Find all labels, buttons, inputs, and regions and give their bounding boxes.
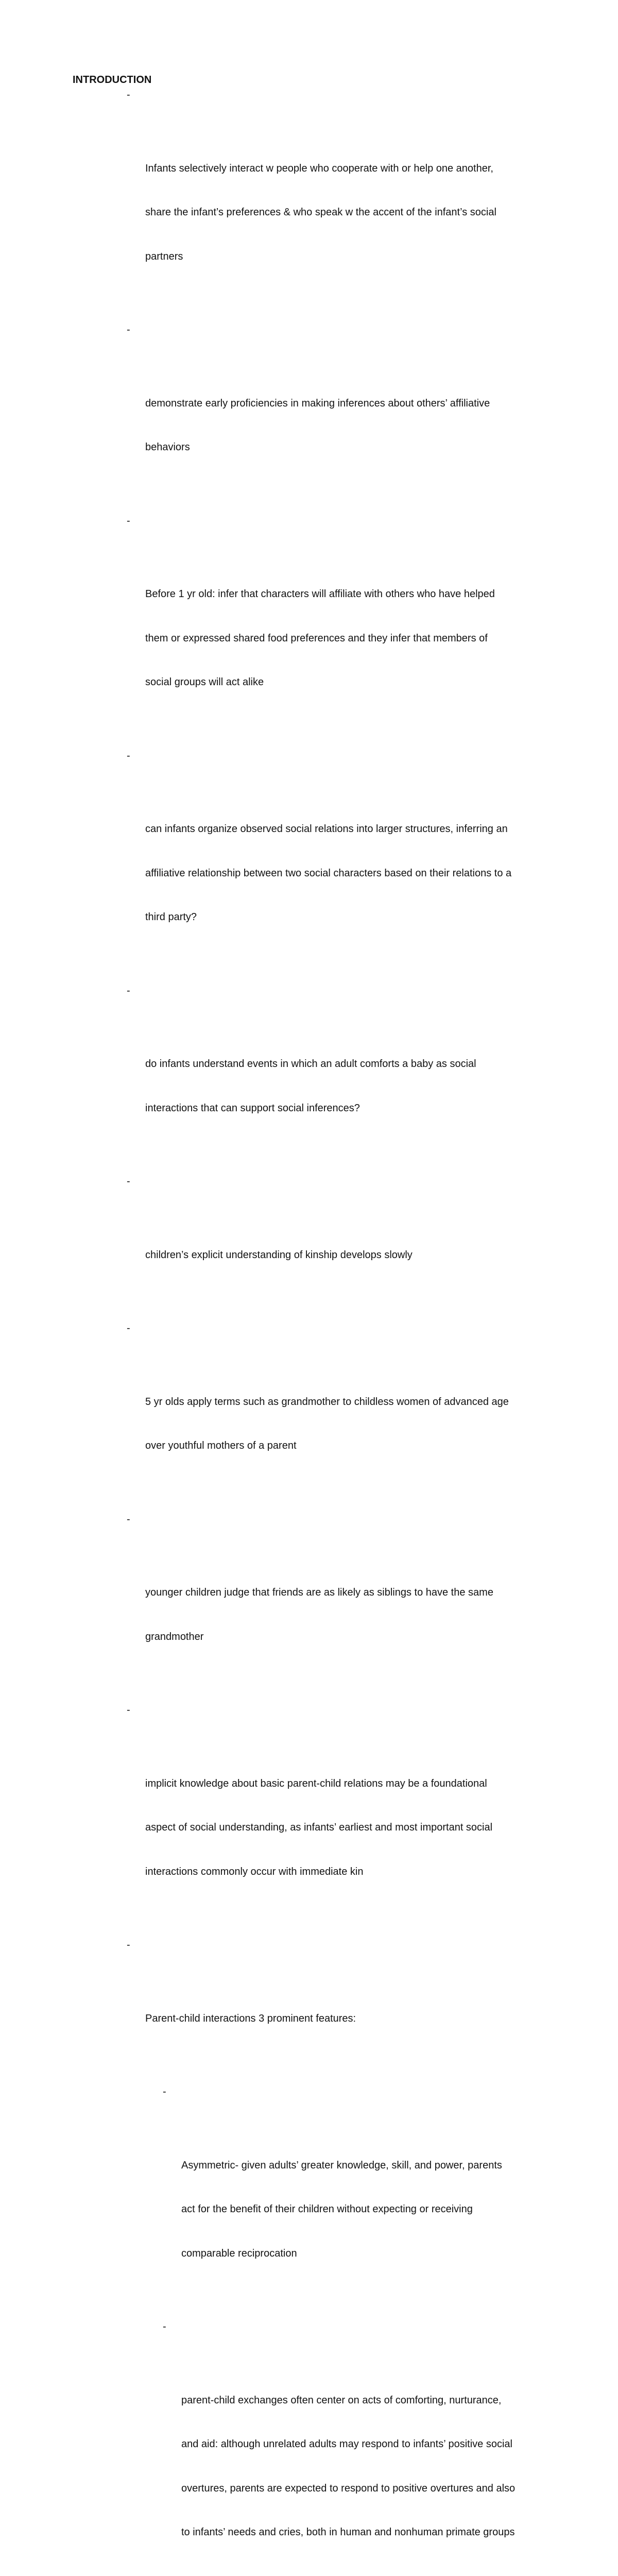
text-line: can infants organize observed social relations into larger structures, inferring an — [145, 823, 508, 835]
list-item — [0, 88, 618, 323]
list-item — [0, 1703, 618, 1938]
bullet-dash: - — [127, 515, 130, 527]
list-item-text — [145, 792, 618, 954]
bullet-dash: - — [127, 985, 130, 996]
list-item-text — [181, 2129, 618, 2291]
text-line: overtures, parents are expected to respond to positive overtures and also — [181, 2482, 516, 2494]
text-line: to infants’ needs and cries, both in human and nonhuman primate groups — [181, 2527, 515, 2538]
text-line: share the infant’s preferences & who speak w the accent of the infant’s social — [145, 207, 496, 218]
text-line: partners — [145, 250, 183, 262]
text-line: and aid: although unrelated adults may respond to infants’ positive social — [181, 2438, 512, 2450]
sub-list-item — [0, 2084, 618, 2319]
text-line: Parent-child interactions 3 prominent features: — [145, 2012, 356, 2024]
bullet-dash: - — [127, 1323, 130, 1334]
list-item-text — [145, 367, 618, 484]
text-line: Before 1 yr old: infer that characters will affiliate with others who have helped — [145, 588, 495, 600]
sub-list-item — [0, 2319, 618, 2576]
list-item — [0, 1321, 618, 1512]
text-line: Infants selectively interact w people who cooperate with or help one another, — [145, 162, 493, 174]
text-line: comparable reciprocation — [181, 2247, 297, 2259]
text-line: third party? — [145, 911, 197, 923]
text-line: demonstrate early proficiencies in making inferences about others’ affiliative — [145, 397, 490, 409]
list-item-text — [145, 1027, 618, 1145]
bullet-dash: - — [163, 2321, 166, 2332]
list-item-text — [145, 1365, 618, 1483]
list-item — [0, 1174, 618, 1321]
text-line: them or expressed shared food preferences and they infer that members of — [145, 632, 488, 644]
list-item — [0, 1512, 618, 1703]
text-line: parent-child exchanges often center on acts of comforting, nurturance, — [181, 2394, 502, 2406]
text-line: implicit knowledge about basic parent-child relations may be a foundational — [145, 1777, 487, 1789]
list-item — [0, 749, 618, 984]
bullet-dash: - — [127, 1513, 130, 1525]
list-item-text — [145, 132, 618, 294]
text-line: children’s explicit understanding of kinship develops slowly — [145, 1249, 413, 1261]
bullet-list — [0, 88, 618, 2576]
section-heading: INTRODUCTION — [73, 74, 152, 86]
text-line: do infants understand events in which an adult comforts a baby as social — [145, 1058, 476, 1070]
text-line: affiliative relationship between two social characters based on their relations to a — [145, 867, 512, 879]
text-line: Asymmetric- given adults’ greater knowledge, skill, and power, parents — [181, 2159, 502, 2171]
text-line: interactions commonly occur with immediate kin — [145, 1866, 364, 1877]
text-line: 5 yr olds apply terms such as grandmother to childless women of advanced age — [145, 1396, 509, 1408]
bullet-dash: - — [127, 1704, 130, 1716]
text-line: younger children judge that friends are as likely as siblings to have the same — [145, 1587, 493, 1598]
bullet-dash: - — [127, 1939, 130, 1951]
list-item — [0, 1938, 618, 2084]
text-line: behaviors — [145, 442, 190, 453]
list-item-text — [145, 1982, 618, 2056]
bullet-dash: - — [163, 2086, 166, 2097]
text-line: aspect of social understanding, as infants’ earliest and most important social — [145, 1822, 493, 1833]
text-line: social groups will act alike — [145, 676, 264, 688]
bullet-dash: - — [127, 324, 130, 335]
text-line: grandmother — [145, 1631, 204, 1642]
list-item-text — [145, 1747, 618, 1909]
list-item — [0, 514, 618, 749]
bullet-dash: - — [127, 89, 130, 100]
list-item-text — [145, 1556, 618, 1673]
text-line: act for the benefit of their children without expecting or receiving — [181, 2204, 473, 2215]
list-item-text — [145, 1218, 618, 1292]
text-line: over youthful mothers of a parent — [145, 1440, 297, 1451]
bullet-dash: - — [127, 750, 130, 761]
bullet-dash: - — [127, 1176, 130, 1187]
list-item-text — [181, 2364, 618, 2569]
text-line: interactions that can support social inferences? — [145, 1102, 360, 1114]
list-item — [0, 323, 618, 514]
list-item-text — [145, 557, 618, 719]
list-item — [0, 984, 618, 1175]
